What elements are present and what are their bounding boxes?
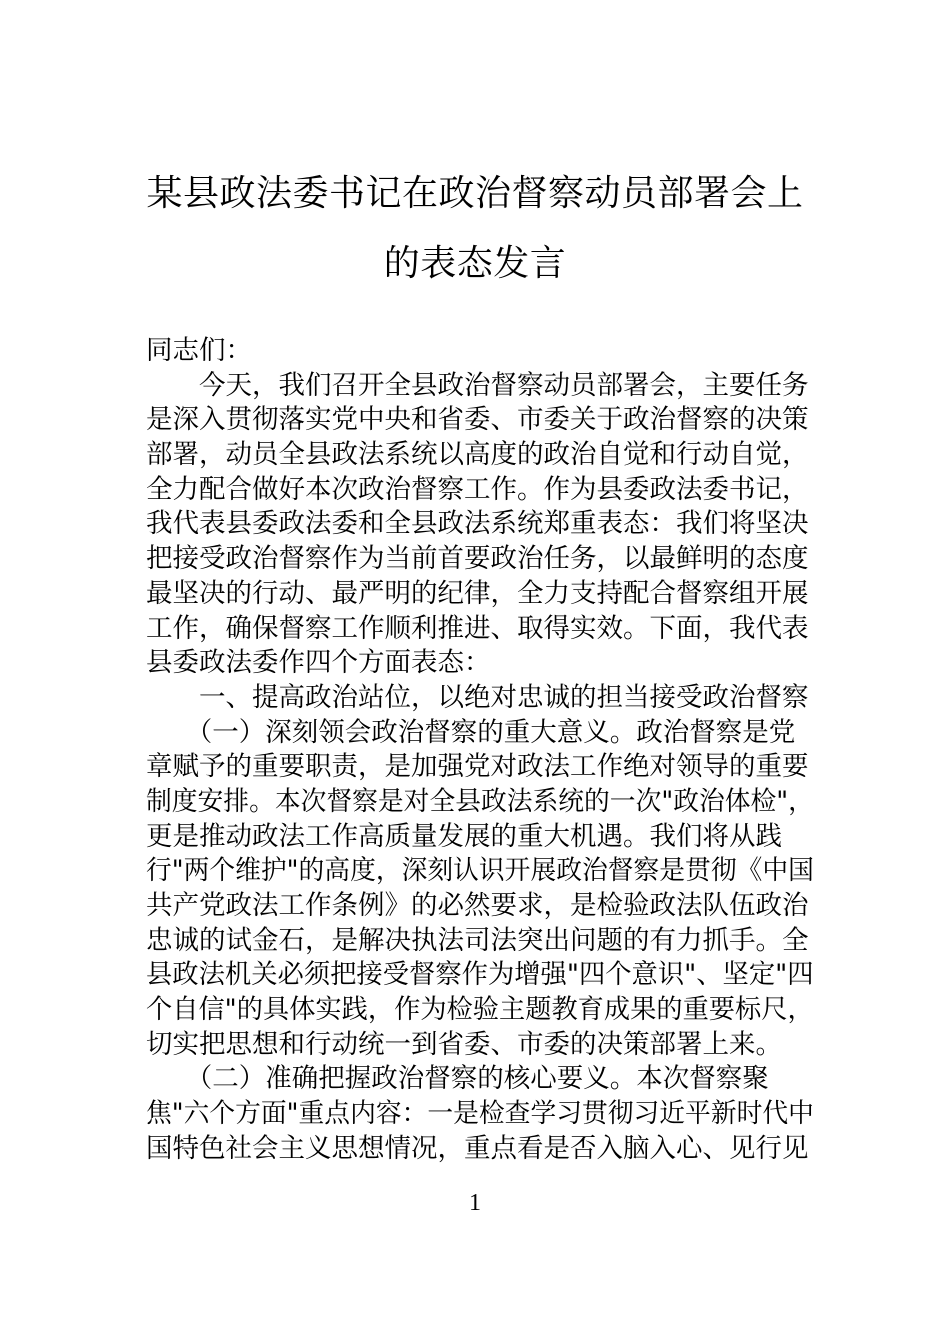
- body-line: 忠诚的试金石，是解决执法司法突出问题的有力抓手。全: [146, 924, 809, 956]
- body-line: 部署，动员全县政法系统以高度的政治自觉和行动自觉，: [146, 439, 809, 471]
- body-line: 共产党政法工作条例》的必然要求，是检验政法队伍政治: [146, 890, 809, 921]
- salutation: 同志们：: [146, 335, 252, 366]
- body-line: 章赋予的重要职责，是加强党对政法工作绝对领导的重要: [146, 751, 809, 783]
- section-heading: 一、提高政治站位，以绝对忠诚的担当接受政治督察: [146, 681, 809, 713]
- body-line: 是深入贯彻落实党中央和省委、市委关于政治督察的决策: [146, 404, 809, 436]
- body-line: 焦"六个方面"重点内容：一是检查学习贯彻习近平新时代中: [146, 1098, 814, 1130]
- document-body: [146, 334, 814, 1167]
- body-line: 全力配合做好本次政治督察工作。作为县委政法委书记，: [146, 473, 809, 505]
- body-line: （二）准确把握政治督察的核心要义。本次督察聚: [146, 1063, 769, 1095]
- body-line: 我代表县委政法委和全县政法系统郑重表态：我们将坚决: [146, 508, 809, 540]
- body-line: 工作，确保督察工作顺利推进、取得实效。下面，我代表: [146, 612, 809, 644]
- body-line: 把接受政治督察作为当前首要政治任务，以最鲜明的态度: [146, 543, 809, 575]
- body-line: 制度安排。本次督察是对全县政法系统的一次"政治体检"，: [146, 785, 814, 817]
- body-line: 县政法机关必须把接受督察作为增强"四个意识"、坚定"四: [146, 959, 814, 991]
- body-line: （一）深刻领会政治督察的重大意义。政治督察是党: [146, 716, 796, 748]
- body-line: 行"两个维护"的高度，深刻认识开展政治督察是贯彻《中国: [146, 855, 814, 887]
- body-line: 县委政法委作四个方面表态：: [146, 647, 491, 679]
- body-line: 国特色社会主义思想情况，重点看是否入脑入心、见行见: [146, 1132, 809, 1164]
- body-line: 切实把思想和行动统一到省委、市委的决策部署上来。: [146, 1028, 782, 1060]
- page-number: 1: [469, 1190, 481, 1216]
- body-line: 今天，我们召开全县政治督察动员部署会，主要任务: [146, 369, 809, 401]
- document-title-line-2: 的表态发言: [383, 243, 567, 284]
- body-line: 最坚决的行动、最严明的纪律，全力支持配合督察组开展: [146, 577, 809, 609]
- body-line: 个自信"的具体实践，作为检验主题教育成果的重要标尺，: [146, 994, 814, 1026]
- body-line: 更是推动政法工作高质量发展的重大机遇。我们将从践: [146, 820, 782, 852]
- document-title-line-1: 某县政法委书记在政治督察动员部署会上: [146, 173, 804, 214]
